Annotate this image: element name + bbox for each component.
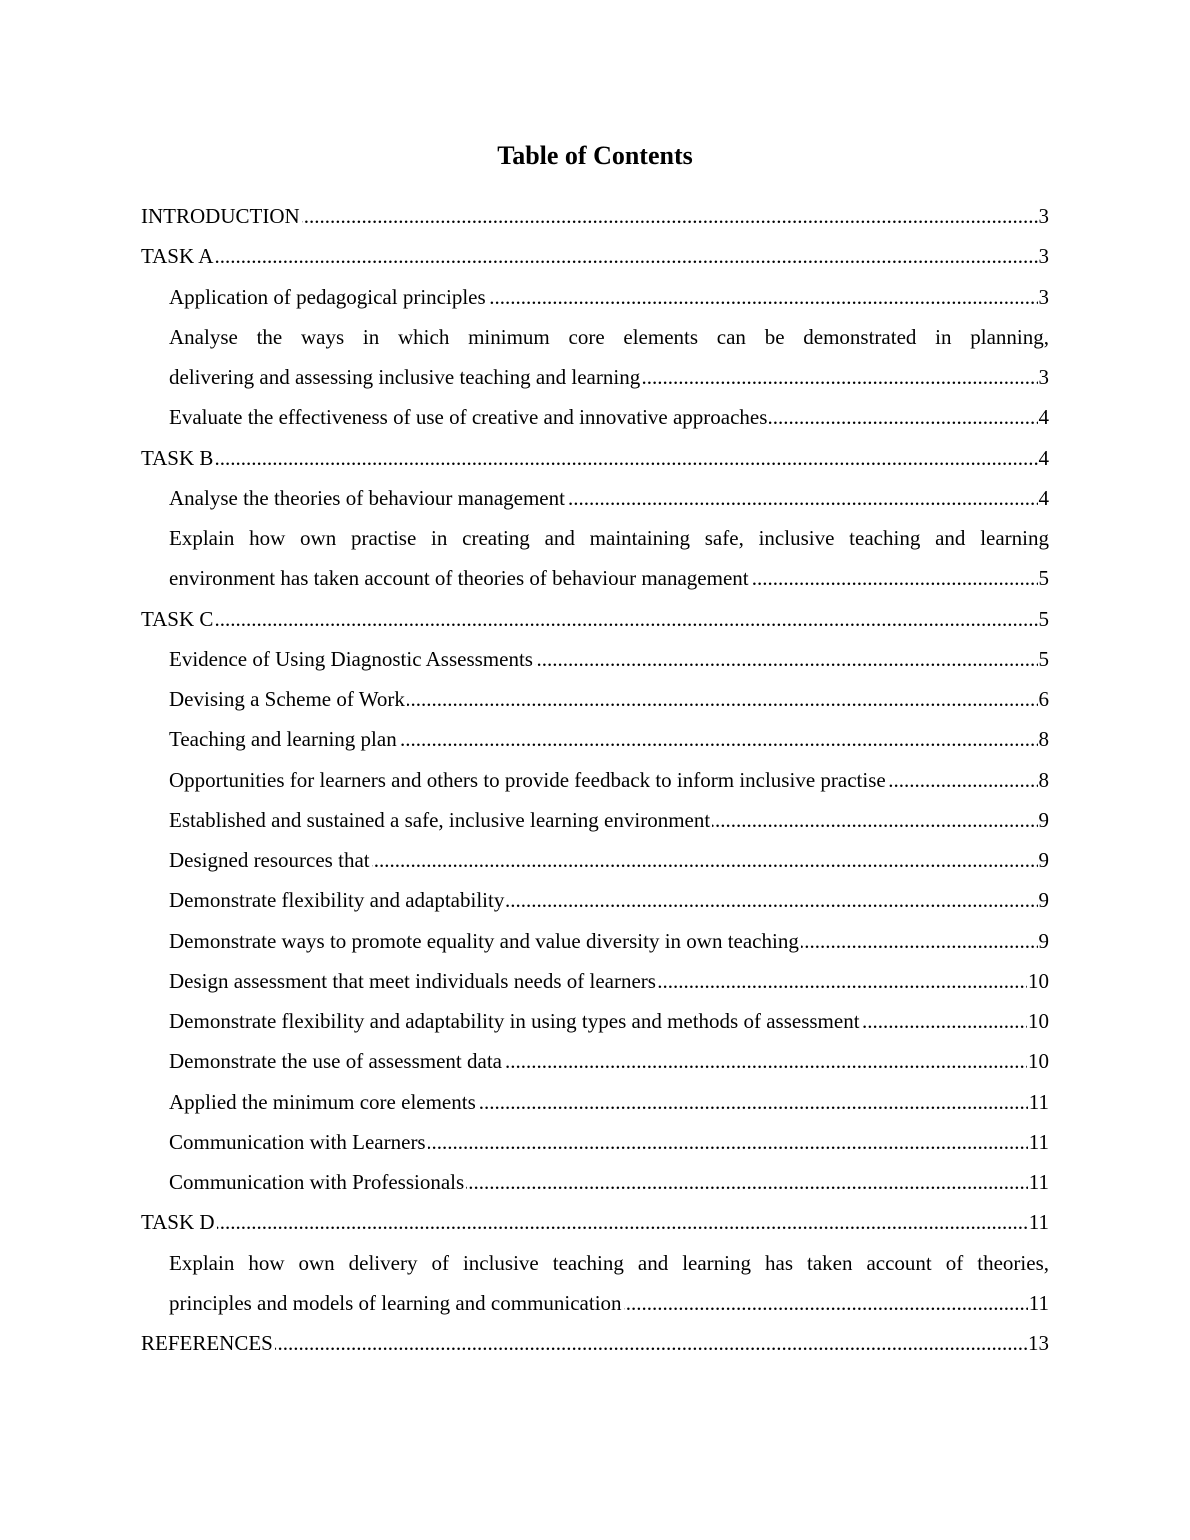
toc-page-number: 3: [1038, 236, 1050, 276]
toc-page-number: 10: [1027, 1001, 1049, 1041]
toc-entry-title: Demonstrate ways to promote equality and value diversity in own teaching: [169, 928, 799, 953]
toc-entry[interactable]: [141, 719, 1049, 759]
toc-entry-title: Explain how own practise in creating and maintaining safe, inclusive teaching and learning: [169, 518, 1049, 558]
toc-entry[interactable]: [141, 1041, 1049, 1081]
toc-entry[interactable]: [141, 438, 1049, 478]
toc-entry-title: INTRODUCTION: [141, 204, 300, 228]
toc-entry[interactable]: [141, 840, 1049, 880]
toc-entry-title: Applied the minimum core elements: [169, 1089, 476, 1114]
toc-entry-title: Communication with Learners: [169, 1129, 426, 1154]
toc-page-number: 4: [1038, 478, 1050, 518]
toc-entry[interactable]: [141, 277, 1049, 317]
toc-entry-title: Designed resources that: [169, 848, 370, 872]
toc-page-number: 8: [1038, 719, 1050, 759]
toc-entry-title: Analyse the ways in which minimum core elements can be demonstrated in planning,: [169, 317, 1049, 357]
toc-entry[interactable]: [141, 1001, 1049, 1041]
toc-entry[interactable]: [141, 236, 1049, 276]
toc-page-number: 10: [1027, 961, 1049, 1001]
toc-leader-dots: [141, 1202, 1049, 1242]
toc-entry-title: Demonstrate flexibility and adaptability in using types and methods of assessment: [169, 1009, 860, 1033]
toc-entry[interactable]: [141, 478, 1049, 518]
toc-entry-title: Analyse the theories of behaviour management: [169, 485, 565, 510]
toc-page-number: 11: [1028, 1082, 1049, 1122]
toc-entry[interactable]: [141, 961, 1049, 1001]
toc-page-number: 5: [1038, 639, 1050, 679]
toc-entry[interactable]: [141, 1243, 1049, 1324]
toc-entry-line2: [169, 357, 1049, 397]
toc-entry[interactable]: [141, 1122, 1049, 1162]
toc-page-number: 9: [1038, 840, 1050, 880]
toc-entry-title: REFERENCES: [141, 1331, 273, 1355]
toc-page-number: 5: [1038, 599, 1050, 639]
toc-title: Table of Contents: [497, 141, 693, 170]
toc-entry-title: Evaluate the effectiveness of use of creative and innovative approaches: [169, 405, 768, 430]
toc-page-number: 9: [1038, 880, 1050, 920]
toc-page-number: 11: [1028, 1202, 1049, 1242]
toc-entry[interactable]: [141, 880, 1049, 920]
toc-entry-title: Explain how own delivery of inclusive teaching and learning has taken account of theories,: [169, 1243, 1049, 1283]
toc-page-number: 3: [1038, 357, 1050, 397]
toc-entry[interactable]: [141, 397, 1049, 437]
toc-list: [141, 196, 1049, 1363]
toc-page-number: 4: [1038, 438, 1050, 478]
toc-entry-title: Teaching and learning plan: [169, 727, 397, 752]
toc-leader-dots: [141, 1323, 1049, 1363]
toc-entry[interactable]: [141, 1323, 1049, 1363]
toc-page-number: 10: [1027, 1041, 1049, 1081]
toc-entry[interactable]: [141, 1202, 1049, 1242]
toc-entry-title-continued: principles and models of learning and communication: [169, 1290, 622, 1315]
toc-page-number: 3: [1038, 196, 1050, 236]
toc-page-number: 5: [1038, 558, 1050, 598]
toc-page-number: 11: [1028, 1122, 1049, 1162]
toc-leader-dots: [141, 236, 1049, 276]
toc-entry-title: TASK C: [141, 606, 214, 631]
toc-entry[interactable]: [141, 760, 1049, 800]
toc-entry[interactable]: [141, 518, 1049, 599]
toc-entry[interactable]: [141, 317, 1049, 398]
toc-entry-title: Design assessment that meet individuals needs of learners: [169, 968, 656, 993]
toc-leader-dots: [141, 599, 1049, 639]
toc-page-number: 13: [1027, 1323, 1049, 1363]
toc-page-number: 3: [1038, 277, 1050, 317]
toc-leader-dots: [141, 438, 1049, 478]
toc-entry[interactable]: [141, 639, 1049, 679]
toc-entry-title: Demonstrate the use of assessment data: [169, 1049, 502, 1074]
toc-page-number: 9: [1038, 921, 1050, 961]
toc-entry[interactable]: [141, 679, 1049, 719]
toc-entry-title: TASK B: [141, 445, 214, 470]
toc-entry-title: TASK D: [141, 1210, 215, 1235]
toc-entry-title: Application of pedagogical principles: [169, 284, 486, 309]
toc-entry[interactable]: [141, 599, 1049, 639]
toc-entry-title: Devising a Scheme of Work: [169, 687, 405, 711]
toc-entry[interactable]: [141, 1082, 1049, 1122]
toc-entry[interactable]: [141, 921, 1049, 961]
toc-page-number: 11: [1028, 1283, 1049, 1323]
toc-entry-title: Opportunities for learners and others to provide feedback to inform inclusive practise: [169, 767, 886, 792]
toc-entry-line2: [169, 558, 1049, 598]
toc-page-number: 8: [1038, 760, 1050, 800]
toc-entry[interactable]: [141, 196, 1049, 236]
toc-entry-title-continued: delivering and assessing inclusive teaching and learning: [169, 365, 641, 389]
toc-entry-line2: [169, 1283, 1049, 1323]
toc-page-number: 11: [1028, 1162, 1049, 1202]
toc-entry-title: Established and sustained a safe, inclusive learning environment: [169, 807, 711, 832]
toc-entry-title: Communication with Professionals: [169, 1170, 465, 1194]
toc-entry-title: Evidence of Using Diagnostic Assessments: [169, 646, 533, 671]
toc-entry-title: TASK A: [141, 244, 214, 269]
toc-entry-title-continued: environment has taken account of theories of behaviour management: [169, 566, 749, 591]
toc-page-number: 4: [1038, 397, 1050, 437]
toc-page-number: 9: [1038, 800, 1050, 840]
toc-entry[interactable]: [141, 1162, 1049, 1202]
toc-page-number: 6: [1038, 679, 1050, 719]
toc-entry-title: Demonstrate flexibility and adaptability: [169, 888, 505, 913]
toc-entry[interactable]: [141, 800, 1049, 840]
